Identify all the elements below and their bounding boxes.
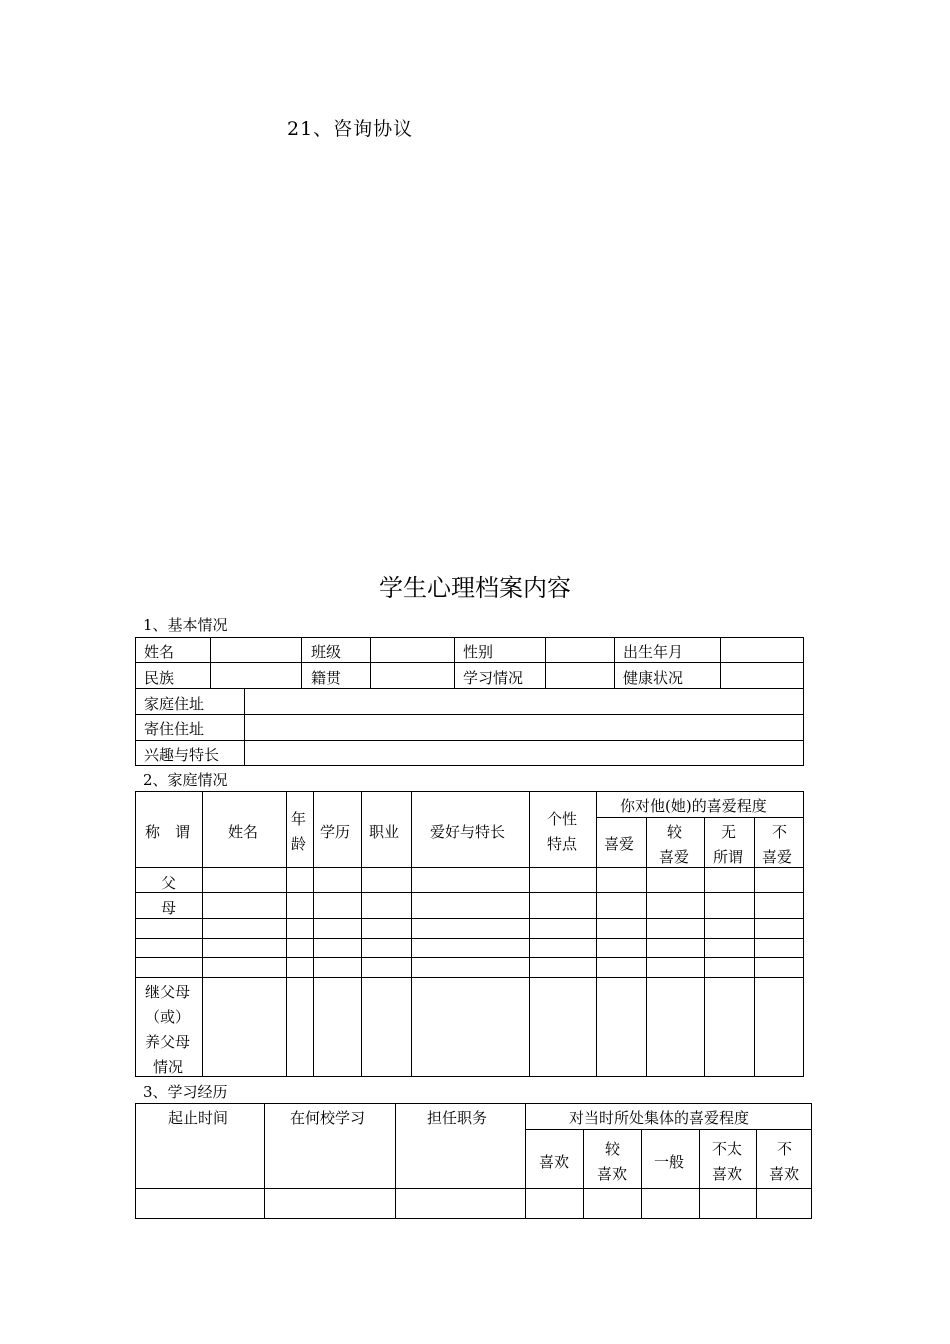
row-mother: 母	[161, 899, 177, 917]
row-step-2: （或）	[145, 1008, 191, 1026]
header-personality-2: 特点	[547, 835, 578, 853]
header-hobbies: 爱好与特长	[430, 823, 506, 841]
header-dislike-2: 喜欢	[769, 1165, 800, 1183]
row-step-1: 继父母	[145, 983, 191, 1001]
label-gender: 性别	[463, 643, 494, 661]
header-like: 喜欢	[539, 1153, 570, 1171]
header-not-much-2: 喜欢	[712, 1165, 743, 1183]
label-interests: 兴趣与特长	[144, 746, 220, 764]
header-occupation: 职业	[369, 823, 400, 841]
label-class: 班级	[311, 643, 342, 661]
header-education: 学历	[320, 823, 351, 841]
header-like: 喜爱	[604, 835, 635, 853]
header-age-2: 龄	[291, 835, 307, 853]
header-name: 姓名	[228, 823, 259, 841]
header-somewhat-2: 喜欢	[597, 1165, 628, 1183]
section3-title: 3、学习经历	[143, 1083, 228, 1101]
page-heading: 21、咨询协议	[287, 118, 414, 140]
document-title: 学生心理档案内容	[379, 574, 571, 602]
header-somewhat-1: 较	[605, 1140, 621, 1158]
label-health: 健康状况	[623, 669, 684, 687]
section1-title: 1、基本情况	[143, 616, 228, 634]
header-indifferent-2: 所谓	[713, 848, 744, 866]
header-dislike-1: 不	[772, 823, 788, 841]
row-step-4: 情况	[153, 1058, 184, 1076]
row-step-3: 养父母	[145, 1033, 191, 1051]
header-relation: 称 谓	[145, 823, 191, 841]
header-school: 在何校学习	[290, 1109, 366, 1127]
label-ethnicity: 民族	[144, 669, 175, 687]
label-study: 学习情况	[463, 669, 524, 687]
label-name: 姓名	[144, 643, 175, 661]
header-not-much-1: 不太	[712, 1140, 743, 1158]
header-somewhat-1: 较	[667, 823, 683, 841]
header-dislike-2: 喜爱	[762, 848, 793, 866]
header-period: 起止时间	[168, 1109, 229, 1127]
header-somewhat-2: 喜爱	[659, 848, 690, 866]
label-hometown: 籍贯	[311, 669, 342, 687]
header-personality-1: 个性	[547, 810, 578, 828]
header-age-1: 年	[291, 810, 307, 828]
header-fondness: 你对他(她)的喜爱程度	[620, 797, 767, 815]
header-collective: 对当时所处集体的喜爱程度	[569, 1109, 750, 1127]
header-indifferent-1: 无	[721, 823, 737, 841]
header-neutral: 一般	[654, 1153, 685, 1171]
label-birth: 出生年月	[623, 643, 684, 661]
section2-title: 2、家庭情况	[143, 771, 228, 789]
label-home-address: 家庭住址	[144, 695, 205, 713]
row-father: 父	[161, 874, 177, 892]
header-dislike-1: 不	[777, 1140, 793, 1158]
label-lodging-address: 寄住住址	[144, 720, 205, 738]
header-position: 担任职务	[427, 1109, 488, 1127]
